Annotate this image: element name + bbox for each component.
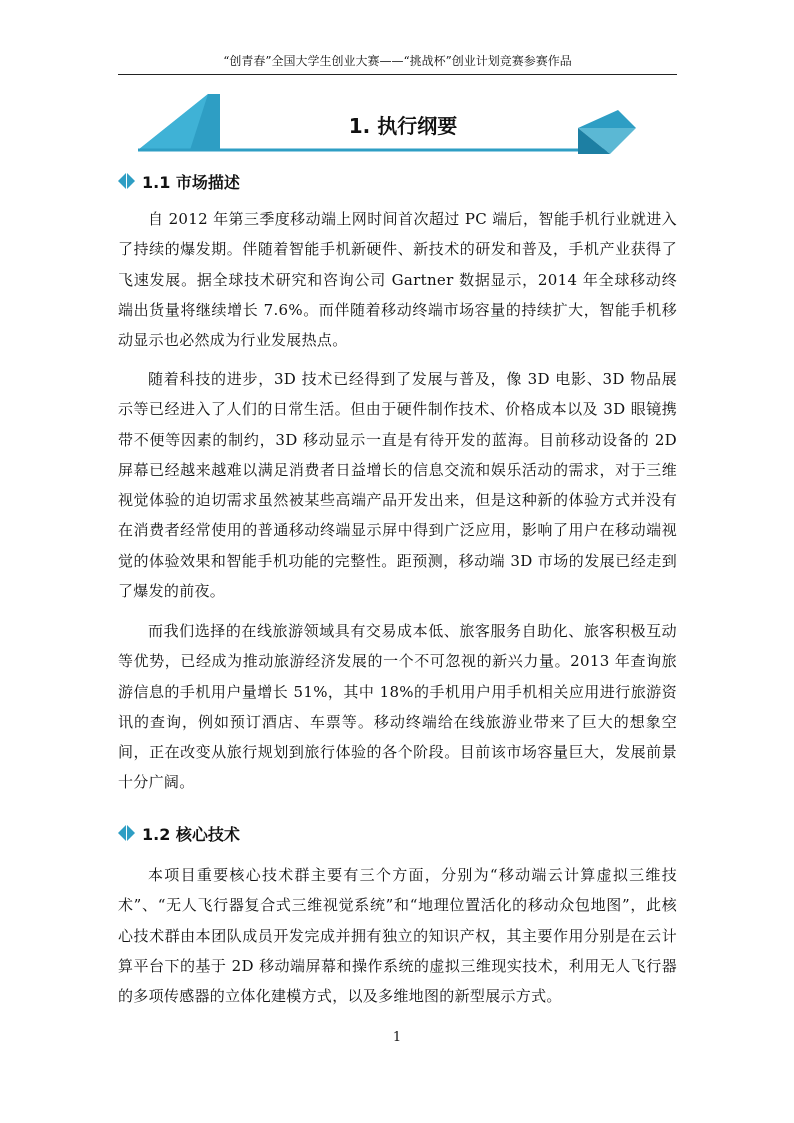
paragraph: 本项目重要核心技术群主要有三个方面，分别为“移动端云计算虚拟三维技术”、“无人飞行器复合式三维视觉系统”和“地理位置活化的移动众包地图”，此核心技术群由本团队成员开发完成并拥有独立的知识产权，其主要作用分别是在云计算平台下的基于 2D 移动端屏幕和操作系统的虚拟三维现实技术，利用无人飞行器的多项传感器的立体化建模方式，以及多维地图的新型展示方式。 — [118, 866, 677, 1006]
section-heading-core-tech — [118, 820, 240, 846]
header-text: “创青春”全国大学生创业大赛——“挑战杯”创业计划竞赛参赛作品 — [223, 54, 572, 68]
paragraph: 而我们选择的在线旅游领域具有交易成本低、旅客服务自助化、旅客积极互动等优势，已经成为推动旅游经济发展的一个不可忽视的新兴力量。2013 年查询旅游信息的手机用户量增长 51%，其中 18%的手机用户用手机相关应用进行旅游资讯的查询，例如预订酒店、车票等。移动终端给在线旅游业带来了巨大的想象空间，正在改变从旅行规划到旅行体验的各个阶段。目前该市场容量巨大，发展前景十分广阔。 — [118, 622, 677, 792]
section-title: 1.1 市场描述 — [142, 172, 240, 192]
paragraph: 自 2012 年第三季度移动端上网时间首次超过 PC 端后，智能手机行业就进入了持续的爆发期。伴随着智能手机新硬件、新技术的研发和普及，手机产业获得了飞速发展。据全球技术研究和咨询公司 Gartner 数据显示，2014 年全球移动终端出货量将继续增长 7.6%。而伴随着移动终端市场容量的持续扩大，智能手机移动显示也必然成为行业发展热点。 — [118, 210, 677, 350]
section-heading-market — [118, 168, 240, 194]
section-title: 1.2 核心技术 — [142, 824, 240, 844]
chapter-title: 1. 执行纲要 — [348, 114, 458, 138]
diamond-arrow-icon — [118, 824, 138, 842]
diamond-arrow-icon — [118, 172, 138, 190]
page-number: 1 — [392, 1030, 402, 1045]
chapter-banner — [138, 92, 638, 154]
paragraph: 随着科技的进步，3D 技术已经得到了发展与普及，像 3D 电影、3D 物品展示等已经进入了人们的日常生活。但由于硬件制作技术、价格成本以及 3D 眼镜携带不便等因素的制约，3D 移动显示一直是有待开发的蓝海。目前移动设备的 2D 屏幕已经越来越难以满足消费者日益增长的信息交流和娱乐活动的需求，对于三维视觉体验的迫切需求虽然被某些高端产品开发出来，但是这种新的体验方式并没有在消费者经常使用的普通移动终端显示屏中得到广泛应用，影响了用户在移动端视觉的体验效果和智能手机功能的完整性。距预测，移动端 3D 市场的发展已经走到了爆发的前夜。 — [118, 370, 677, 601]
page-header — [118, 52, 677, 75]
